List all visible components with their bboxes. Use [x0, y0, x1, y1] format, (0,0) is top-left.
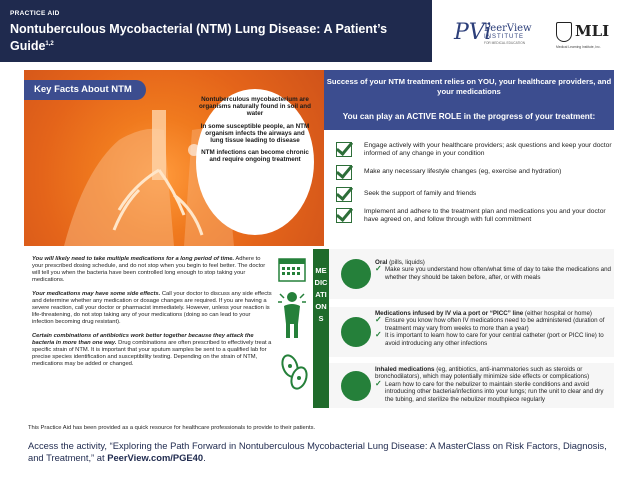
med-point: ✓ Make sure you understand how often/what time of day to take the medications and whether they should be taken before, after, or with meals [375, 266, 613, 281]
pvi-name: PeerView [484, 23, 532, 34]
page-title: Nontuberculous Mycobacterial (NTM) Lung Disease: A Patient’s Guide$^{1,2}$ [10, 22, 388, 54]
advice-paragraph: Certain combinations of antibiotics work better together because they attack the bacteria in more than one way. Drug combinations are often prescribed to effectively treat a specific strain of NTM. It is important that your sputum samples be sent to a qualified lab for precise species identification and susceptibility testing. Depending on the strain of NTM, medications may be added or changed. [32, 333, 272, 367]
advice-text [32, 256, 272, 375]
side-effects-figure-icon [276, 290, 308, 340]
mli-name: MLI [575, 22, 610, 40]
key-facts-panel [24, 70, 324, 246]
medications-label: MEDICATIONS [314, 266, 328, 324]
practice-aid-label: PRACTICE AID [10, 10, 60, 17]
active-role-subheadline: You can play an ACTIVE ROLE in the progress of your treatment: [342, 112, 596, 121]
pill-icon [341, 259, 371, 289]
mli-logo [556, 20, 626, 50]
med-section-oral [329, 249, 614, 299]
peerview-logo [454, 20, 544, 50]
activity-link[interactable]: PeerView.com/PGE40 [107, 452, 204, 463]
medications-panel [329, 249, 614, 408]
advice-paragraph: You will likely need to take multiple medications for a long period of time. Adhere to your prescribed dosing schedule, and do not stop when you begin to feel better. The doctor will tell you when the bacteria have been controlled long enough to stop taking your medications. [32, 256, 266, 283]
bacteria-icon [278, 352, 310, 392]
fact-item: NTM infections can become chronic and require ongoing treatment [201, 149, 309, 164]
active-role-headline: Success of your NTM treatment relies on YOU, your healthcare providers, and your medications [326, 77, 612, 96]
inhaler-icon [341, 371, 371, 401]
med-section-iv [329, 307, 614, 357]
med-text: Oral (pills, liquids) ✓ Make sure you understand how often/what time of day to take the medications and whether they should be taken before, after, or with meals [375, 259, 613, 281]
footnote: This Practice Aid has been provided as a quick resource for healthcare professionals to provide to their patients. [28, 425, 316, 431]
pvi-mark: PVi [454, 20, 492, 45]
med-point: ✓ Learn how to care for the nebulizer to maintain sterile conditions and avoid introducing other bacteria/infections into your lungs; run the unit to clear and dry the tubing, and sterilize the nebulizer mouthpiece regularly [375, 381, 613, 403]
active-role-header [324, 70, 614, 130]
med-section-inhaled [329, 363, 614, 408]
mli-tagline: Medical Learning Institute, Inc. [556, 45, 601, 49]
med-point: ✓ It is important to learn how to care for your central catheter (port or PICC line) to avoid introducing any other infections [375, 332, 613, 347]
header [0, 0, 638, 62]
pvi-tagline: FOR MEDICAL EDUCATION [484, 41, 526, 45]
list-item: Implement and adhere to the treatment plan and medications you and your doctor have agreed on, and follow through with full commitment [336, 208, 612, 224]
facts-text [198, 96, 312, 169]
pvi-institute: INSTITUTE [484, 34, 524, 40]
list-item: Make any necessary lifestyle changes (eg, exercise and hydration) [336, 165, 612, 176]
active-role-panel [324, 70, 614, 246]
checkbox-icon [336, 142, 352, 157]
checkbox-icon [336, 187, 352, 202]
access-activity: Access the activity, “Exploring the Path Forward in Nontuberculous Mycobacterial Lung Disease: A MasterClass on Risk Factors, Diagnosis, and Treatment,” at PeerView.com/PGE40. [28, 440, 607, 463]
key-facts-tab: Key Facts About NTM [24, 80, 146, 100]
fact-item: In some susceptible people, an NTM organism infects the airways and lung tissue leading to disease [200, 122, 310, 145]
med-text: Inhaled medications (eg, antibiotics, anti-inammatories such as steroids or bronchodilators), which may potentially minimize side effects or complications) ✓ Learn how to care for the nebulizer to maintain sterile conditions and avoid introducing other bacteria/infections into your lungs; run the unit to clear and dry the tubing, and sterilize the nebulizer mouthpiece regularly [375, 366, 613, 403]
list-item: Engage actively with your healthcare providers; ask questions and keep your doctor informed of any change in your condition [336, 142, 612, 158]
advice-paragraph: Your medications may have some side effects. Call your doctor to discuss any side effects and determine whether any medication or dosage changes are required. If you are having a severe reaction, call your doctor or pharmacist immediately. However, unless your reaction is life-threatening, do not stop taking any of your medications (doing so can lead to your infection becoming drug resistant). [32, 291, 272, 325]
iv-bag-icon [341, 317, 371, 347]
list-item: Seek the support of family and friends [336, 187, 612, 198]
med-point: ✓ Ensure you know how often IV medications need to be administered (duration of treatment may vary from weeks to more than a year) [375, 317, 613, 332]
checkbox-icon [336, 165, 352, 180]
calendar-icon [278, 256, 306, 282]
title-band [0, 0, 432, 62]
active-role-list [336, 142, 612, 224]
shield-icon [556, 22, 572, 42]
fact-item: Nontuberculous mycobacterium are organisms naturally found in soil and water [199, 96, 311, 118]
checkbox-icon [336, 208, 352, 223]
med-text: Medications infused by IV via a port or “PICC” line (either hospital or home) ✓ Ensure you know how often IV medications need to be administered (duration of treatment may vary from weeks to more than a year) ✓ It is important to learn how to care for your central catheter (port or PICC line) to avoid introducing any other infections [375, 310, 613, 347]
